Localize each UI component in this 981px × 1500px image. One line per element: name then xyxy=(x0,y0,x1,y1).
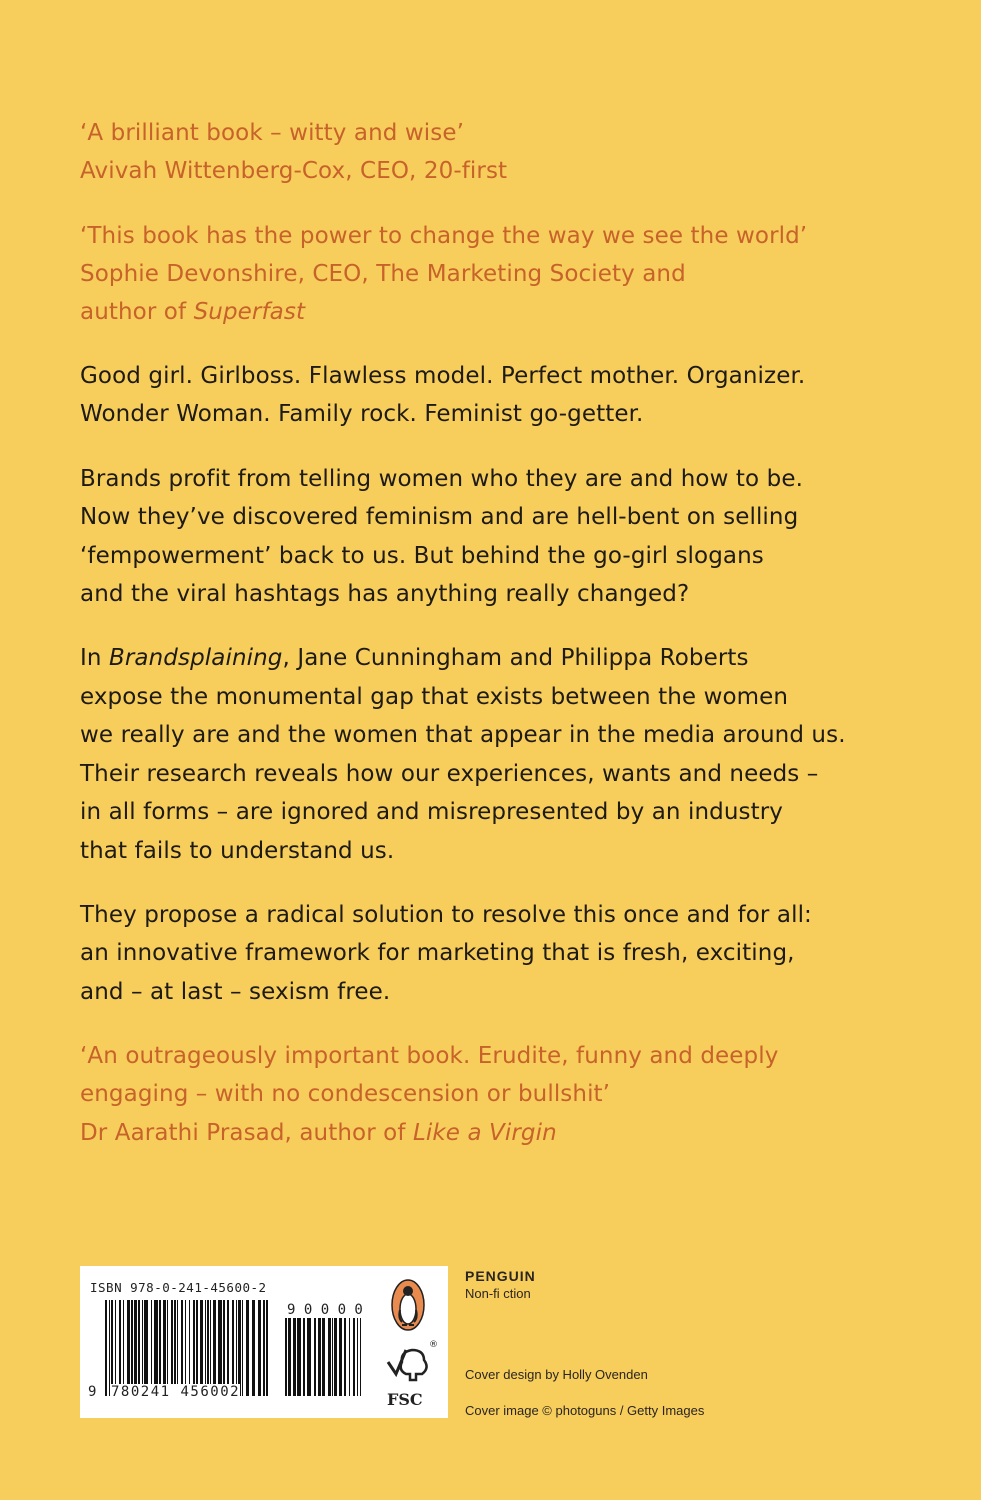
barcode-bar xyxy=(167,1300,168,1396)
text-line: and the viral hashtags has anything really changed? xyxy=(80,581,690,607)
publisher-category: Non-fi ction xyxy=(465,1286,531,1301)
barcode-bar xyxy=(303,1318,305,1396)
barcode-bar xyxy=(357,1318,358,1396)
barcode-panel xyxy=(80,1266,448,1418)
barcode-first-digit: 9 xyxy=(88,1384,97,1400)
text-line xyxy=(80,297,305,327)
text-line: Sophie Devonshire, CEO, The Marketing Society and xyxy=(80,261,686,287)
barcode-bar xyxy=(314,1318,316,1396)
text-segment: , Jane Cunningham and Philippa Roberts xyxy=(282,645,749,671)
barcode-bar xyxy=(332,1318,333,1396)
text-line: Good girl. Girlboss. Flawless model. Perfect mother. Organizer. xyxy=(80,363,806,389)
text-line: an innovative framework for marketing that is fresh, exciting, xyxy=(80,940,795,966)
italic-title: Like a Virgin xyxy=(412,1120,557,1146)
barcode-bar xyxy=(328,1318,331,1396)
text-segment: In xyxy=(80,645,109,671)
barcode-bar xyxy=(218,1300,222,1396)
barcode-digits: 780241 456002 xyxy=(111,1384,241,1400)
barcode-bar xyxy=(171,1300,173,1396)
barcode-bar xyxy=(119,1300,121,1396)
text-segment: author of xyxy=(80,299,194,325)
barcode-bar xyxy=(185,1300,186,1396)
publisher-name: PENGUIN xyxy=(465,1268,536,1284)
registered-mark: ® xyxy=(429,1340,438,1350)
barcode-bar xyxy=(232,1300,234,1396)
barcode-bar xyxy=(134,1300,137,1396)
barcode-bar xyxy=(288,1318,291,1396)
cover-image-credit: Cover image © photoguns / Getty Images xyxy=(465,1403,705,1418)
text-line: Their research reveals how our experiences, wants and needs – xyxy=(80,761,819,787)
text-line: expose the monumental gap that exists between the women xyxy=(80,684,789,710)
text-line: Wonder Woman. Family rock. Feminist go-getter. xyxy=(80,401,644,427)
barcode-bar xyxy=(127,1300,130,1396)
price-code: 9 0 0 0 0 xyxy=(287,1302,363,1318)
barcode-bar xyxy=(238,1300,241,1396)
barcode-bar xyxy=(154,1300,158,1396)
barcode-bar xyxy=(163,1300,166,1396)
text-line: engaging – with no condescension or bullshit’ xyxy=(80,1081,611,1107)
barcode-bar xyxy=(142,1300,143,1396)
barcode-bar xyxy=(131,1300,133,1396)
barcode-bar xyxy=(223,1300,225,1396)
text-segment: Dr Aarathi Prasad, author of xyxy=(80,1120,413,1146)
barcode-bar xyxy=(349,1318,350,1396)
barcode-bar xyxy=(189,1300,190,1396)
barcode-bar xyxy=(174,1300,176,1396)
barcode-bar xyxy=(123,1300,124,1396)
barcode-bar xyxy=(339,1318,342,1396)
italic-title: Superfast xyxy=(193,299,306,325)
barcode-bar xyxy=(242,1300,243,1396)
text-line: They propose a radical solution to resolve this once and for all: xyxy=(80,902,812,928)
fsc-label: FSC xyxy=(387,1390,423,1409)
cover-design-credit: Cover design by Holly Ovenden xyxy=(465,1367,648,1382)
barcode-bar xyxy=(227,1300,229,1396)
text-line: in all forms – are ignored and misrepresented by an industry xyxy=(80,799,784,825)
barcode-bar xyxy=(360,1318,361,1396)
barcode-bar xyxy=(151,1300,152,1396)
text-line xyxy=(80,643,749,673)
barcode-bar xyxy=(213,1300,216,1396)
barcode-bar xyxy=(196,1300,198,1396)
barcode-bar xyxy=(200,1300,203,1396)
barcode-bar xyxy=(252,1300,255,1396)
barcode-bar xyxy=(334,1318,337,1396)
barcode-bar xyxy=(266,1300,268,1396)
barcode-bar xyxy=(353,1318,355,1396)
text-line: Avivah Wittenberg-Cox, CEO, 20-first xyxy=(80,158,508,184)
text-line: we really are and the women that appear in the media around us. xyxy=(80,722,846,748)
barcode-bar xyxy=(307,1318,311,1396)
barcode-bar xyxy=(297,1318,301,1396)
barcode-bar xyxy=(318,1318,321,1396)
text-line: Now they’ve discovered feminism and are hell-bent on selling xyxy=(80,504,799,530)
text-line xyxy=(80,1118,557,1148)
barcode-bar xyxy=(177,1300,178,1396)
barcode-bar xyxy=(285,1318,287,1396)
barcode-bar xyxy=(109,1300,110,1396)
barcode-bar xyxy=(207,1300,209,1396)
text-line: that fails to understand us. xyxy=(80,838,395,864)
barcode-bar xyxy=(236,1300,237,1396)
text-line: and – at last – sexism free. xyxy=(80,979,391,1005)
barcode-bar xyxy=(246,1300,249,1396)
isbn-label: ISBN 978-0-241-45600-2 xyxy=(90,1280,267,1295)
text-line: ‘fempowerment’ back to us. But behind the go-girl slogans xyxy=(80,543,764,569)
barcode-bar xyxy=(193,1300,195,1396)
text-line: ‘This book has the power to change the way we see the world’ xyxy=(80,223,808,249)
barcode-bar xyxy=(293,1318,296,1396)
italic-title: Brandsplaining xyxy=(108,645,283,671)
barcode-bar xyxy=(344,1318,346,1396)
barcode-bar xyxy=(144,1300,148,1396)
barcode-bar xyxy=(105,1300,107,1396)
barcode-bar xyxy=(322,1318,325,1396)
barcode-bar xyxy=(138,1300,140,1396)
barcode-bar xyxy=(258,1300,261,1396)
barcode-bar xyxy=(115,1300,116,1396)
penguin-logo-icon xyxy=(390,1278,426,1332)
fsc-logo-icon xyxy=(384,1344,440,1392)
barcode-bar xyxy=(210,1300,211,1396)
barcode-bar xyxy=(111,1300,113,1396)
text-line: Brands profit from telling women who they are and how to be. xyxy=(80,466,803,492)
text-line: ‘An outrageously important book. Erudite, funny and deeply xyxy=(80,1043,779,1069)
barcode-bar xyxy=(205,1300,206,1396)
barcode-bar xyxy=(181,1300,183,1396)
barcode-bar xyxy=(263,1300,265,1396)
text-line: ‘A brilliant book – witty and wise’ xyxy=(80,120,465,146)
barcode-bar xyxy=(159,1300,161,1396)
